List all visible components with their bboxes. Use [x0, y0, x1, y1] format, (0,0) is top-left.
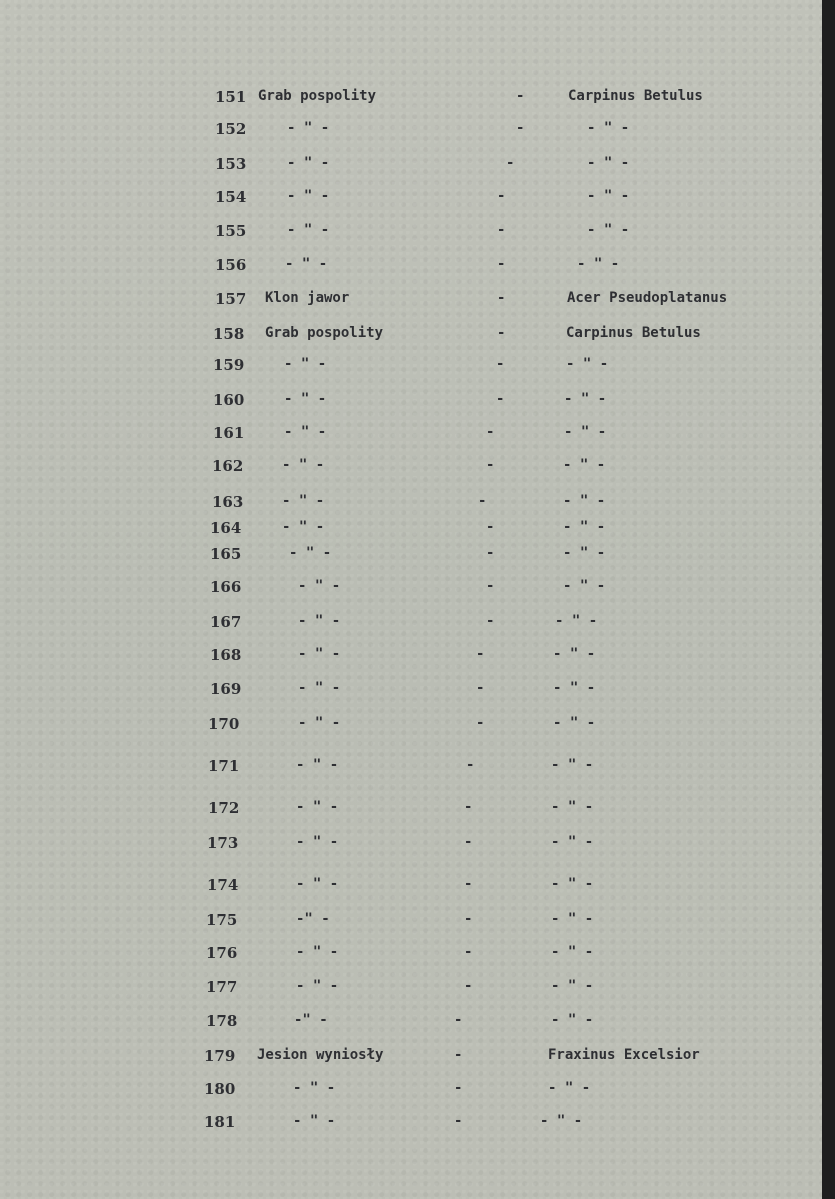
row-number: 181: [204, 1113, 236, 1131]
separator-dash: -: [497, 325, 506, 341]
scan-border: [822, 0, 835, 1199]
list-item: [0, 120, 822, 140]
list-item: [0, 88, 822, 108]
polish-name: - " -: [284, 424, 327, 440]
list-item: [0, 1047, 822, 1067]
separator-dash: -: [476, 715, 485, 731]
separator-dash: -: [454, 1080, 463, 1096]
polish-name: - " -: [298, 613, 341, 629]
list-item: [0, 1113, 822, 1133]
latin-name: - " -: [551, 944, 594, 960]
list-item: [0, 391, 822, 411]
list-item: [0, 493, 822, 513]
separator-dash: -: [486, 545, 495, 561]
latin-name: - " -: [553, 646, 596, 662]
row-number: 178: [206, 1012, 238, 1030]
separator-dash: -: [454, 1047, 463, 1063]
polish-name: - " -: [296, 876, 339, 892]
list-item: [0, 613, 822, 633]
polish-name: - " -: [298, 715, 341, 731]
latin-name: - " -: [540, 1113, 583, 1129]
separator-dash: -: [464, 799, 473, 815]
list-item: [0, 1080, 822, 1100]
latin-name: - " -: [551, 834, 594, 850]
row-number: 151: [215, 88, 247, 106]
separator-dash: -: [486, 519, 495, 535]
polish-name: - " -: [293, 1113, 336, 1129]
list-item: [0, 545, 822, 565]
separator-dash: -: [516, 120, 525, 136]
latin-name: - " -: [555, 613, 598, 629]
polish-name: - " -: [282, 493, 325, 509]
row-number: 155: [215, 222, 247, 240]
row-number: 157: [215, 290, 247, 308]
polish-name: -" -: [294, 1012, 328, 1028]
list-item: [0, 944, 822, 964]
polish-name: - " -: [296, 834, 339, 850]
list-item: [0, 519, 822, 539]
latin-name: - " -: [548, 1080, 591, 1096]
separator-dash: -: [496, 356, 505, 372]
separator-dash: -: [476, 646, 485, 662]
latin-name: - " -: [551, 876, 594, 892]
polish-name: - " -: [296, 799, 339, 815]
row-number: 169: [210, 680, 242, 698]
row-number: 179: [204, 1047, 236, 1065]
list-item: [0, 457, 822, 477]
list-item: [0, 256, 822, 276]
list-item: [0, 1012, 822, 1032]
latin-name: - " -: [551, 757, 594, 773]
polish-name: - " -: [296, 944, 339, 960]
row-number: 160: [213, 391, 245, 409]
row-number: 180: [204, 1080, 236, 1098]
separator-dash: -: [454, 1012, 463, 1028]
separator-dash: -: [486, 578, 495, 594]
polish-name: - " -: [293, 1080, 336, 1096]
latin-name: - " -: [577, 256, 620, 272]
separator-dash: -: [466, 757, 475, 773]
row-number: 177: [206, 978, 238, 996]
row-number: 163: [212, 493, 244, 511]
latin-name: - " -: [563, 519, 606, 535]
separator-dash: -: [506, 155, 515, 171]
separator-dash: -: [497, 256, 506, 272]
polish-name: - " -: [284, 391, 327, 407]
polish-name: - " -: [287, 155, 330, 171]
list-item: [0, 911, 822, 931]
row-number: 174: [207, 876, 239, 894]
polish-name: - " -: [296, 757, 339, 773]
list-item: [0, 757, 822, 777]
separator-dash: -: [464, 911, 473, 927]
latin-name: - " -: [587, 222, 630, 238]
latin-name: Fraxinus Excelsior: [548, 1047, 700, 1063]
latin-name: - " -: [564, 391, 607, 407]
separator-dash: -: [476, 680, 485, 696]
row-number: 175: [206, 911, 238, 929]
list-item: [0, 799, 822, 819]
row-number: 167: [210, 613, 242, 631]
polish-name: Klon jawor: [265, 290, 350, 306]
list-item: [0, 424, 822, 444]
separator-dash: -: [454, 1113, 463, 1129]
latin-name: Carpinus Betulus: [568, 88, 703, 104]
row-number: 159: [213, 356, 245, 374]
polish-name: - " -: [287, 188, 330, 204]
latin-name: - " -: [551, 911, 594, 927]
row-number: 168: [210, 646, 242, 664]
latin-name: - " -: [564, 424, 607, 440]
separator-dash: -: [464, 978, 473, 994]
separator-dash: -: [486, 613, 495, 629]
polish-name: - " -: [285, 256, 328, 272]
polish-name: - " -: [284, 356, 327, 372]
list-item: [0, 715, 822, 735]
polish-name: - " -: [287, 120, 330, 136]
row-number: 161: [213, 424, 245, 442]
separator-dash: -: [486, 424, 495, 440]
list-item: [0, 325, 822, 345]
row-number: 170: [208, 715, 240, 733]
polish-name: - " -: [289, 545, 332, 561]
separator-dash: -: [464, 944, 473, 960]
latin-name: - " -: [563, 493, 606, 509]
row-number: 171: [208, 757, 240, 775]
separator-dash: -: [478, 493, 487, 509]
row-number: 158: [213, 325, 245, 343]
latin-name: - " -: [587, 120, 630, 136]
row-number: 164: [210, 519, 242, 537]
polish-name: Grab pospolity: [258, 88, 377, 104]
polish-name: Grab pospolity: [265, 325, 384, 341]
list-item: [0, 646, 822, 666]
latin-name: Acer Pseudoplatanus: [567, 290, 728, 306]
latin-name: - " -: [587, 155, 630, 171]
separator-dash: -: [464, 834, 473, 850]
separator-dash: -: [464, 876, 473, 892]
list-item: [0, 188, 822, 208]
latin-name: - " -: [551, 799, 594, 815]
latin-name: - " -: [563, 457, 606, 473]
row-number: 176: [206, 944, 238, 962]
latin-name: - " -: [551, 1012, 594, 1028]
list-item: [0, 978, 822, 998]
latin-name: - " -: [566, 356, 609, 372]
list-item: [0, 876, 822, 896]
latin-name: - " -: [553, 715, 596, 731]
latin-name: Carpinus Betulus: [566, 325, 701, 341]
separator-dash: -: [486, 457, 495, 473]
row-number: 165: [210, 545, 242, 563]
list-item: [0, 578, 822, 598]
polish-name: - " -: [298, 680, 341, 696]
polish-name: - " -: [287, 222, 330, 238]
row-number: 154: [215, 188, 247, 206]
latin-name: - " -: [587, 188, 630, 204]
list-item: [0, 290, 822, 310]
separator-dash: -: [497, 290, 506, 306]
list-item: [0, 155, 822, 175]
polish-name: - " -: [298, 646, 341, 662]
polish-name: Jesion wyniosły: [257, 1047, 384, 1063]
latin-name: - " -: [553, 680, 596, 696]
row-number: 172: [208, 799, 240, 817]
polish-name: - " -: [296, 978, 339, 994]
list-item: [0, 680, 822, 700]
row-number: 152: [215, 120, 247, 138]
latin-name: - " -: [563, 545, 606, 561]
latin-name: - " -: [563, 578, 606, 594]
separator-dash: -: [497, 222, 506, 238]
row-number: 166: [210, 578, 242, 596]
polish-name: - " -: [282, 457, 325, 473]
separator-dash: -: [496, 391, 505, 407]
separator-dash: -: [497, 188, 506, 204]
list-item: [0, 356, 822, 376]
list-item: [0, 834, 822, 854]
row-number: 156: [215, 256, 247, 274]
row-number: 173: [207, 834, 239, 852]
separator-dash: -: [516, 88, 525, 104]
row-number: 162: [212, 457, 244, 475]
latin-name: - " -: [551, 978, 594, 994]
polish-name: - " -: [282, 519, 325, 535]
polish-name: - " -: [298, 578, 341, 594]
polish-name: -" -: [296, 911, 330, 927]
row-number: 153: [215, 155, 247, 173]
list-item: [0, 222, 822, 242]
